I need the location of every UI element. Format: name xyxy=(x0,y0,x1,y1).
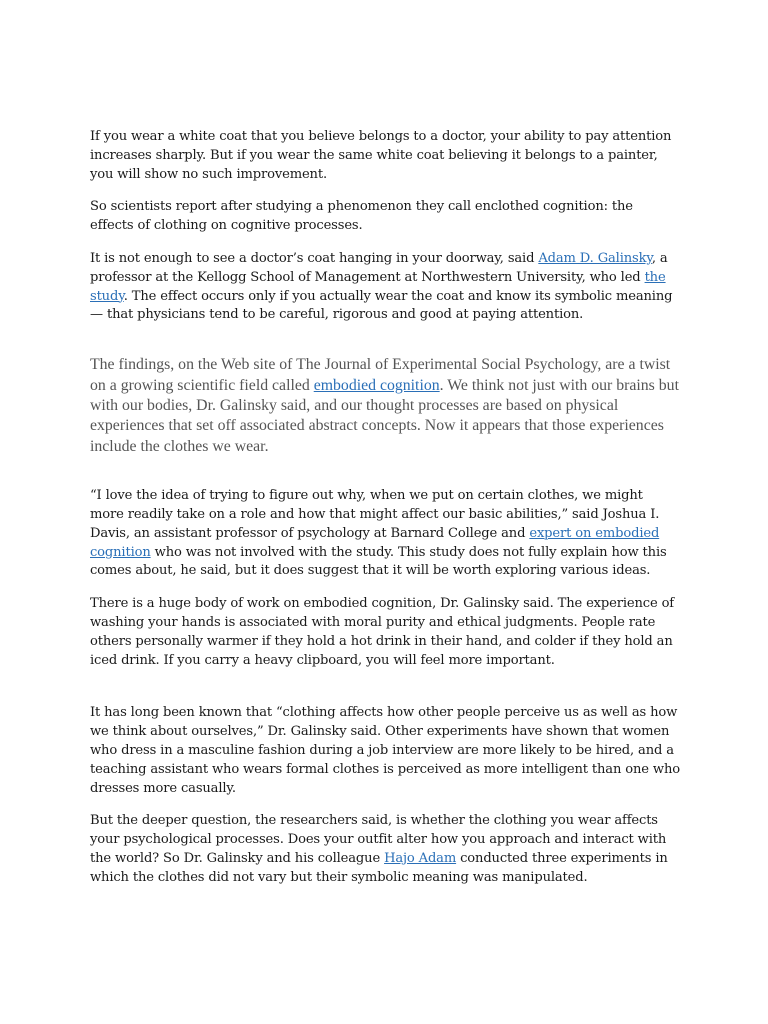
paragraph-3 xyxy=(90,250,680,325)
link-adam-galinsky[interactable]: Adam D. Galinsky xyxy=(538,250,652,266)
link-embodied-cognition[interactable]: embodied cognition xyxy=(313,376,440,394)
paragraph-5 xyxy=(90,487,680,581)
paragraph-5-text-b: who was not involved with the study. This study does not fully explain how this comes about, he said, but it does suggest that it will be worth exploring various ideas. xyxy=(90,544,667,579)
article-body xyxy=(90,128,680,888)
paragraph-3-text-a: It is not enough to see a doctor’s coat hanging in your doorway, said xyxy=(90,250,539,266)
link-the-study[interactable]: the study xyxy=(90,269,666,304)
paragraph-8-text-a: But the deeper question, the researchers said, is whether the clothing you wear affects your psychological processes. Does your outfit alter how you approach and interact with the world? So Dr. Galinsky and his colleague xyxy=(90,813,667,866)
paragraph-4-text-b: . We think not just with our brains but with our bodies, Dr. Galinsky said, and our thought processes are based on physical experiences that set off associated abstract concepts. Now it appears that those experiences include the clothes we wear. xyxy=(90,376,679,455)
paragraph-2: So scientists report after studying a phenomenon they call enclothed cognition: the effects of clothing on cognitive processes. xyxy=(90,199,633,234)
paragraph-8 xyxy=(90,812,680,887)
paragraph-4-text-a: The findings, on the Web site of The Journal of Experimental Social Psychology, are a twist on a growing scientific field called xyxy=(90,356,671,394)
paragraph-3-text-c: . The effect occurs only if you actually wear the coat and know its symbolic meaning — that physicians tend to be careful, rigorous and good at paying attention. xyxy=(90,288,673,323)
paragraph-4 xyxy=(90,355,680,457)
paragraph-7: It has long been known that “clothing affects how other people perceive us as well as how we think about ourselves,” Dr. Galinsky said. Other experiments have shown that women who dress in a masculine fashion during a job interview are more likely to be hired, and a teaching assistant who wears formal clothes is perceived as more intelligent than one who dresses more casually. xyxy=(90,705,680,796)
link-expert-on-embodied-cognition[interactable]: expert on embodied cognition xyxy=(90,525,660,560)
paragraph-1: If you wear a white coat that you believe belongs to a doctor, your ability to pay attention increases sharply. But if you wear the same white coat believing it belongs to a painter, you will show no such improvement. xyxy=(90,129,672,182)
paragraph-5-text-a: “I love the idea of trying to figure out why, when we put on certain clothes, we might more readily take on a role and how that might affect our basic abilities,” said Joshua I. Davis, an assistant professor of psychology at Barnard College and xyxy=(90,488,660,541)
paragraph-6: There is a huge body of work on embodied cognition, Dr. Galinsky said. The experience of washing your hands is associated with moral purity and ethical judgments. People rate others personally warmer if they hold a hot drink in their hand, and colder if they hold an iced drink. If you carry a heavy clipboard, you will feel more important. xyxy=(90,596,674,668)
link-hajo-adam[interactable]: Hajo Adam xyxy=(384,850,457,866)
paragraph-3-text-b: , a professor at the Kellogg School of Management at Northwestern University, who led xyxy=(90,250,668,285)
paragraph-8-text-b: conducted three experiments in which the clothes did not vary but their symbolic meaning was manipulated. xyxy=(90,850,668,885)
